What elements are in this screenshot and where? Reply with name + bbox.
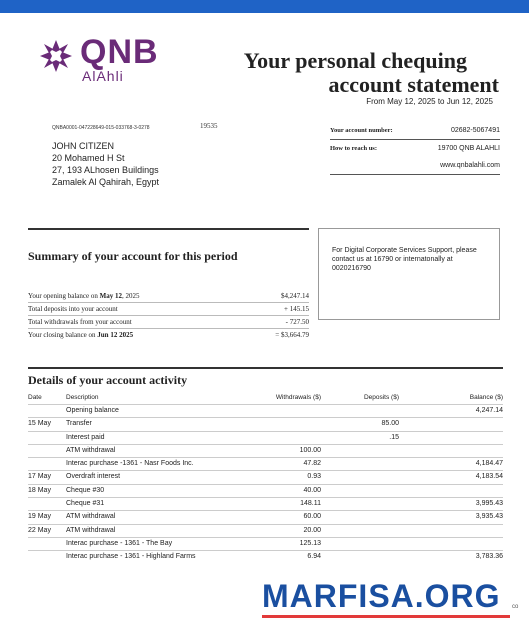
transaction-description: Interest paid <box>66 433 105 441</box>
transaction-row <box>28 497 503 510</box>
transaction-row <box>28 457 503 470</box>
transaction-description: Interac purchase - 1361 - The Bay <box>66 539 173 547</box>
transactions-table <box>28 404 503 564</box>
transaction-description: ATM withdrawal <box>66 513 116 521</box>
account-number-row <box>330 122 500 140</box>
top-bar <box>0 0 529 13</box>
watermark-small: co <box>512 604 519 610</box>
address-line: Zamalek Al Qahirah, Egypt <box>52 177 160 187</box>
col-deposits: Deposits ($) <box>363 394 399 401</box>
summary-divider <box>28 228 309 230</box>
transaction-row <box>28 537 503 550</box>
transaction-withdrawal: 0.93 <box>307 473 321 481</box>
support-box <box>318 228 500 320</box>
transaction-withdrawal: 100.00 <box>299 446 321 454</box>
transaction-withdrawal: 20.00 <box>303 526 321 534</box>
transaction-withdrawal: 40.00 <box>303 486 321 494</box>
summary-table <box>28 290 309 341</box>
summary-label-date: May 12 <box>99 292 122 300</box>
transaction-withdrawal: 60.00 <box>303 513 321 521</box>
transaction-row <box>28 470 503 483</box>
transaction-withdrawal: 148.11 <box>300 500 321 508</box>
transaction-description: ATM withdrawal <box>66 446 116 454</box>
transaction-date: 22 May <box>28 526 51 534</box>
transaction-row <box>28 550 503 563</box>
customer-name: JOHN CITIZEN <box>52 141 114 151</box>
transaction-description: Opening balance <box>66 407 119 414</box>
transaction-balance: 4,184.47 <box>475 460 503 468</box>
transaction-deposit: 85.00 <box>381 420 399 428</box>
transaction-balance: 3,935.43 <box>475 513 503 521</box>
watermark-text: MARFISA.ORG <box>262 578 501 614</box>
logo-text: QNB <box>80 33 159 71</box>
summary-row <box>28 316 309 329</box>
transaction-description: Cheque #30 <box>66 486 105 494</box>
summary-label-suffix: , 2025 <box>121 292 140 300</box>
transaction-description: Interac purchase -1361 - Nasr Foods Inc. <box>66 460 194 468</box>
support-text: For Digital Corporate Services Support, please contact us at 16790 or internatonally at 0020216790 <box>332 247 477 272</box>
transaction-withdrawal: 6.94 <box>307 553 321 561</box>
transaction-row <box>28 417 503 430</box>
summary-value: - 727.50 <box>285 318 309 326</box>
summary-label-text: Total withdrawals from your account <box>28 318 132 326</box>
contact-value: 19700 QNB ALAHLI <box>437 145 500 152</box>
reference-number: 19535 <box>200 122 218 130</box>
watermark-underline <box>262 615 510 618</box>
transaction-row <box>28 444 503 457</box>
col-balance: Balance ($) <box>469 394 503 401</box>
summary-value: + 145.15 <box>284 305 309 313</box>
summary-title: Summary of your account for this period <box>28 249 238 263</box>
summary-row <box>28 329 309 341</box>
address-line: 20 Mohamed H St <box>52 153 125 163</box>
col-withdrawals: Withdrawals ($) <box>275 394 321 401</box>
transaction-deposit: .15 <box>389 433 399 441</box>
transaction-balance: 3,783.36 <box>475 553 503 561</box>
summary-label <box>28 292 139 300</box>
col-date: Date <box>28 394 42 401</box>
summary-value: = $3,664.79 <box>275 331 309 339</box>
customer-address <box>52 140 159 188</box>
transaction-balance: 3,995.43 <box>475 500 503 508</box>
logo-subtext: AlAhli <box>82 68 124 84</box>
transaction-row <box>28 524 503 537</box>
transaction-description: Transfer <box>66 420 92 428</box>
transaction-balance: 4,183.54 <box>475 473 503 481</box>
transaction-row <box>28 484 503 497</box>
summary-label <box>28 318 132 326</box>
summary-value: $4,247.14 <box>281 292 309 300</box>
transaction-row <box>28 510 503 523</box>
transaction-date: 19 May <box>28 513 51 521</box>
contact-label: How to reach us: <box>330 145 378 152</box>
summary-row <box>28 303 309 316</box>
transaction-row <box>28 404 503 417</box>
transaction-description: Cheque #31 <box>66 500 105 508</box>
website-row <box>330 157 500 175</box>
transaction-description: Interac purchase - 1361 - Highland Farms <box>66 553 196 561</box>
account-number-value: 02682-5067491 <box>450 127 500 134</box>
contact-row <box>330 140 500 157</box>
summary-label <box>28 331 133 339</box>
account-number-label: Your account number: <box>330 127 393 134</box>
details-title: Details of your account activity <box>28 373 188 387</box>
transaction-row <box>28 431 503 444</box>
qnb-logo-icon <box>38 38 74 74</box>
reference-code: QNBA0001-047228649-015-033768-3-0278 <box>52 125 150 131</box>
summary-label-text: Your opening balance on <box>28 292 100 300</box>
details-divider <box>28 367 503 369</box>
transaction-date: 15 May <box>28 420 51 428</box>
col-description: Description <box>66 394 99 401</box>
summary-label <box>28 305 118 313</box>
summary-row <box>28 290 309 303</box>
transaction-withdrawal: 47.82 <box>303 460 321 468</box>
transaction-balance: 4,247.14 <box>475 407 503 414</box>
transaction-withdrawal: 125.13 <box>299 539 321 547</box>
summary-label-text: Total deposits into your account <box>28 305 118 313</box>
summary-label-text: Your closing balance on <box>28 331 98 339</box>
transaction-description: ATM withdrawal <box>66 526 116 534</box>
statement-title-line2: account statement <box>328 72 499 97</box>
transaction-date: 17 May <box>28 473 51 481</box>
statement-title-line1: Your personal chequing <box>243 48 467 73</box>
statement-period: From May 12, 2025 to Jun 12, 2025 <box>366 97 493 106</box>
website-link[interactable]: www.qnbalahli.com <box>440 162 500 169</box>
account-info <box>330 122 500 175</box>
address-line: 27, 193 ALhosen Buildings <box>52 165 159 175</box>
transaction-date: 18 May <box>28 486 51 494</box>
transaction-description: Overdraft interest <box>66 473 121 481</box>
summary-label-date: Jun 12 2025 <box>97 331 134 339</box>
